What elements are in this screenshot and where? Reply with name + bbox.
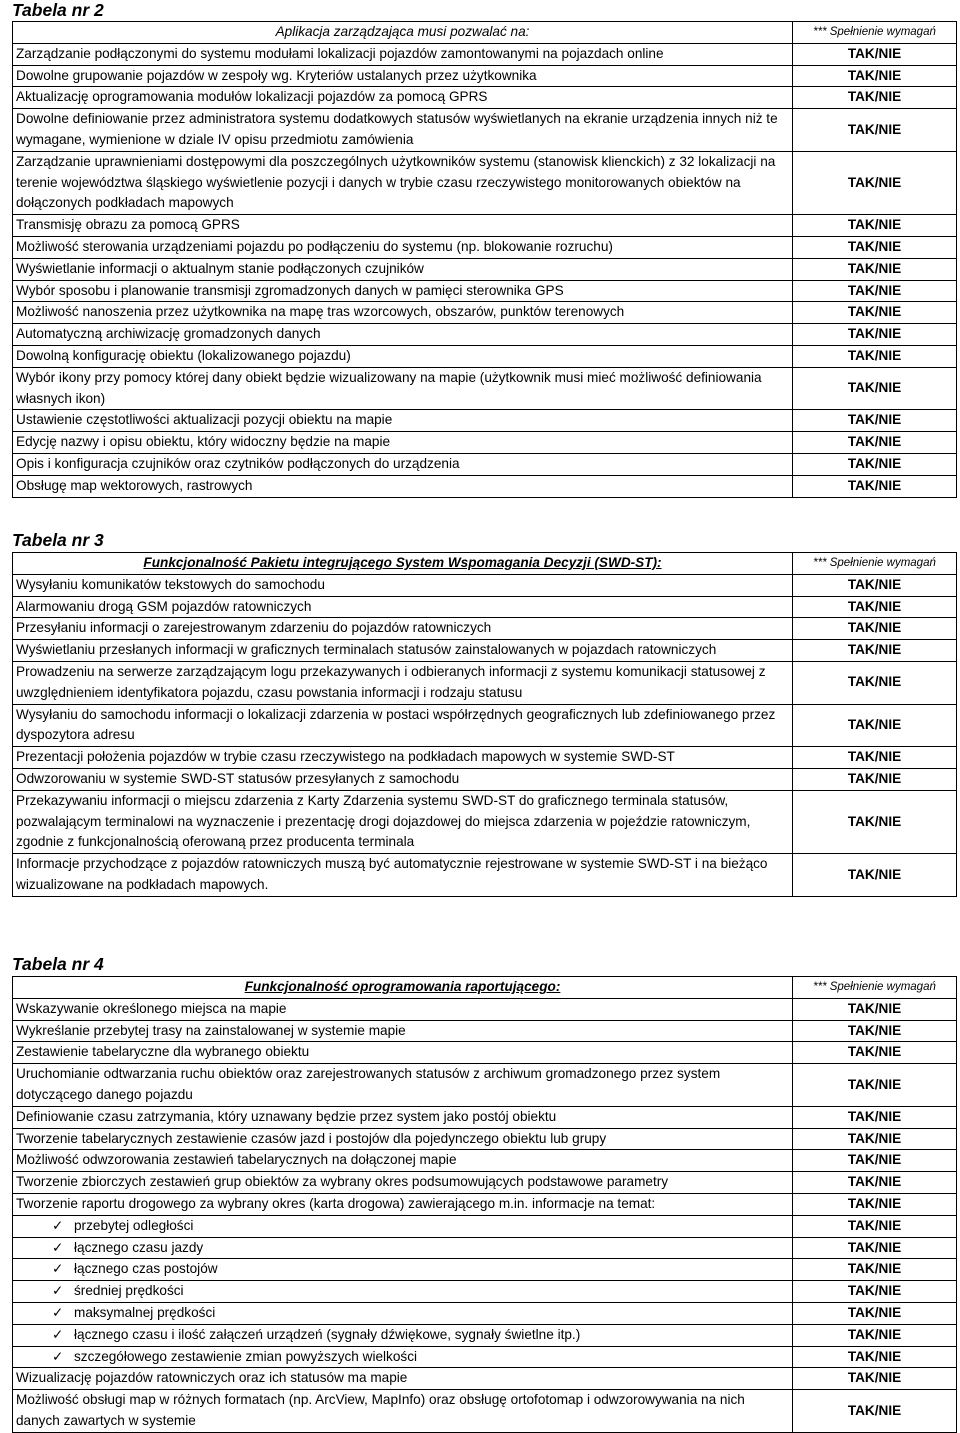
answer-field[interactable]: TAK/NIE: [793, 87, 957, 109]
requirement-text: Transmisję obrazu za pomocą GPRS: [13, 215, 793, 237]
answer-field[interactable]: TAK/NIE: [793, 43, 957, 65]
answer-field[interactable]: TAK/NIE: [793, 302, 957, 324]
requirement-text: Prowadzeniu na serwerze zarządzającym logu przekazywanych i odbieranych informacji z systemu komunikacji statusowej z uwzględnieniem identyfikatora pojazdu, czasu powstania informacji i rodzaju statusu: [13, 661, 793, 704]
answer-field[interactable]: TAK/NIE: [793, 747, 957, 769]
requirement-text: Dowolne grupowanie pojazdów w zespoły wg. Kryteriów ustalanych przez użytkownika: [13, 65, 793, 87]
table-row: [13, 1302, 957, 1324]
table-row: [13, 87, 957, 109]
table-header-row: [13, 553, 957, 575]
checkmark-icon: ✓: [52, 1348, 64, 1364]
answer-field[interactable]: TAK/NIE: [793, 410, 957, 432]
check-item-label: maksymalnej prędkości: [74, 1304, 216, 1320]
requirement-text: Możliwość nanoszenia przez użytkownika na mapę tras wzorcowych, obszarów, punktów terenowych: [13, 302, 793, 324]
requirement-text: Wykreślanie przebytej trasy na zainstalowanej w systemie mapie: [13, 1020, 793, 1042]
requirement-text: Zarządzanie podłączonymi do systemu modułami lokalizacji pojazdów zamontowanymi na pojazdach online: [13, 43, 793, 65]
table-row: [13, 302, 957, 324]
table-row: [13, 236, 957, 258]
checkmark-icon: ✓: [52, 1239, 64, 1255]
requirement-header: *** Spełnienie wymagań: [793, 553, 957, 575]
answer-field[interactable]: TAK/NIE: [793, 475, 957, 497]
answer-field[interactable]: TAK/NIE: [793, 1020, 957, 1042]
answer-field[interactable]: TAK/NIE: [793, 640, 957, 662]
answer-field[interactable]: TAK/NIE: [793, 1042, 957, 1064]
answer-field[interactable]: TAK/NIE: [793, 215, 957, 237]
check-item-label: przebytej odległości: [74, 1217, 194, 1233]
answer-field[interactable]: TAK/NIE: [793, 854, 957, 897]
answer-field[interactable]: TAK/NIE: [793, 65, 957, 87]
check-item-label: łącznego czasu i ilość załączeń urządzeń (sygnały dźwiękowe, sygnały świetlne itp.): [74, 1326, 581, 1342]
answer-field[interactable]: TAK/NIE: [793, 1390, 957, 1433]
requirement-text: Aktualizację oprogramowania modułów lokalizacji pojazdów za pomocą GPRS: [13, 87, 793, 109]
requirement-text: Wysyłaniu do samochodu informacji o lokalizacji zdarzenia w postaci współrzędnych geograficznych lub zdefiniowanego przez dyspozytora adresu: [13, 704, 793, 747]
check-item: [13, 1346, 793, 1368]
answer-field[interactable]: TAK/NIE: [793, 236, 957, 258]
answer-field[interactable]: TAK/NIE: [793, 1281, 957, 1303]
table-row: [13, 790, 957, 853]
table-2-header: Aplikacja zarządzająca musi pozwalać na:: [13, 22, 793, 44]
requirement-text: Edycję nazwy i opisu obiektu, który widoczny będzie na mapie: [13, 432, 793, 454]
table-3-title: Tabela nr 3: [12, 530, 104, 550]
answer-field[interactable]: TAK/NIE: [793, 661, 957, 704]
table-row: [13, 1193, 957, 1215]
table-row: [13, 1042, 957, 1064]
answer-field[interactable]: TAK/NIE: [793, 1106, 957, 1128]
table-4: [12, 976, 957, 1433]
answer-field[interactable]: TAK/NIE: [793, 596, 957, 618]
requirement-text: Uruchomianie odtwarzania ruchu obiektów oraz zarejestrowanych statusów z archiwum gromadzonego przez system dotyczącego danego pojazdu: [13, 1064, 793, 1107]
requirement-text: Przesyłaniu informacji o zarejestrowanym zdarzeniu do pojazdów ratowniczych: [13, 618, 793, 640]
table-row: [13, 258, 957, 280]
table-row: [13, 998, 957, 1020]
requirement-text: Odwzorowaniu w systemie SWD-ST statusów przesyłanych z samochodu: [13, 768, 793, 790]
table-row: [13, 768, 957, 790]
requirement-text: Dowolną konfigurację obiektu (lokalizowanego pojazdu): [13, 345, 793, 367]
answer-field[interactable]: TAK/NIE: [793, 998, 957, 1020]
requirement-header: *** Spełnienie wymagań: [793, 977, 957, 999]
table-row: [13, 43, 957, 65]
table-header-row: [13, 22, 957, 44]
requirement-text: Wysyłaniu komunikatów tekstowych do samochodu: [13, 574, 793, 596]
requirement-text: Tworzenie raportu drogowego za wybrany okres (karta drogowa) zawierającego m.in. informacje na temat:: [13, 1193, 793, 1215]
table-row: [13, 1215, 957, 1237]
answer-field[interactable]: TAK/NIE: [793, 345, 957, 367]
requirement-text: Tworzenie tabelarycznych zestawienie czasów jazd i postojów dla pojedynczego obiektu lub grupy: [13, 1128, 793, 1150]
answer-field[interactable]: TAK/NIE: [793, 1324, 957, 1346]
table-row: [13, 574, 957, 596]
checkmark-icon: ✓: [52, 1261, 64, 1277]
table-row: [13, 324, 957, 346]
answer-field[interactable]: TAK/NIE: [793, 453, 957, 475]
requirement-text: Ustawienie częstotliwości aktualizacji pozycji obiektu na mapie: [13, 410, 793, 432]
answer-field[interactable]: TAK/NIE: [793, 1302, 957, 1324]
checkmark-icon: ✓: [52, 1326, 64, 1342]
requirement-text: Opis i konfiguracja czujników oraz czytników podłączonych do urządzenia: [13, 453, 793, 475]
answer-field[interactable]: TAK/NIE: [793, 151, 957, 214]
table-row: [13, 596, 957, 618]
table-row: [13, 1281, 957, 1303]
requirement-text: Alarmowaniu drogą GSM pojazdów ratowniczych: [13, 596, 793, 618]
answer-field[interactable]: TAK/NIE: [793, 618, 957, 640]
requirement-text: Wizualizację pojazdów ratowniczych oraz ich statusów ma mapie: [13, 1368, 793, 1390]
check-item: [13, 1215, 793, 1237]
answer-field[interactable]: TAK/NIE: [793, 432, 957, 454]
checkmark-icon: ✓: [52, 1304, 64, 1320]
answer-field[interactable]: TAK/NIE: [793, 790, 957, 853]
answer-field[interactable]: TAK/NIE: [793, 1259, 957, 1281]
check-item: [13, 1259, 793, 1281]
table-row: [13, 151, 957, 214]
requirement-text: Tworzenie zbiorczych zestawień grup obiektów za wybrany okres podsumowujących podstawowe parametry: [13, 1172, 793, 1194]
requirement-text: Definiowanie czasu zatrzymania, który uznawany będzie przez system jako postój obiektu: [13, 1106, 793, 1128]
answer-field[interactable]: TAK/NIE: [793, 768, 957, 790]
table-row: [13, 65, 957, 87]
requirement-text: Możliwość obsługi map w różnych formatach (np. ArcView, MapInfo) oraz obsługę ortofotomap i odwzorowywania na nich danych zawartych w systemie: [13, 1390, 793, 1433]
requirement-text: Przekazywaniu informacji o miejscu zdarzenia z Karty Zdarzenia systemu SWD-ST do graficznego terminala statusów, pozwalającym terminalowi na wyznaczenie i prezentację drogi dojazdowej do miejsca zdarzenia w pojeździe ratowniczym, zgodnie z funkcjonalnością oferowaną przez producenta terminala: [13, 790, 793, 853]
answer-field[interactable]: TAK/NIE: [793, 1172, 957, 1194]
table-row: [13, 1150, 957, 1172]
table-row: [13, 854, 957, 897]
table-row: [13, 1172, 957, 1194]
table-2: [12, 21, 957, 498]
table-row: [13, 1020, 957, 1042]
table-3: [12, 552, 957, 897]
checkmark-icon: ✓: [52, 1283, 64, 1299]
answer-field[interactable]: TAK/NIE: [793, 258, 957, 280]
requirement-text: Zarządzanie uprawnieniami dostępowymi dla poszczególnych użytkowników systemu (stanowisk klienckich) z 32 lokalizacji na terenie województwa śląskiego wyświetlenie pozycji i danych w trybie czasu rzeczywistego monitorowanych obiektów na dołączonych podkładach mapowych: [13, 151, 793, 214]
table-4-title: Tabela nr 4: [12, 954, 104, 974]
requirement-text: Wybór ikony przy pomocy której dany obiekt będzie wizualizowany na mapie (użytkownik musi mieć możliwość definiowania własnych ikon): [13, 367, 793, 410]
answer-field[interactable]: TAK/NIE: [793, 367, 957, 410]
table-row: [13, 345, 957, 367]
requirement-text: Dowolne definiowanie przez administratora systemu dodatkowych statusów wyświetlanych na ekranie urządzenia innych niż te wymagane, wymienione w dziale IV opisu przedmiotu zamówienia: [13, 109, 793, 152]
table-row: [13, 640, 957, 662]
table-row: [13, 704, 957, 747]
answer-field[interactable]: TAK/NIE: [793, 1193, 957, 1215]
table-row: [13, 432, 957, 454]
table-row: [13, 618, 957, 640]
check-item-label: łącznego czasu jazdy: [74, 1239, 204, 1255]
check-item-label: średniej prędkości: [74, 1283, 184, 1299]
requirement-text: Informacje przychodzące z pojazdów ratowniczych muszą być automatycznie rejestrowane w systemie SWD-ST i na bieżąco wizualizowane na podkładach mapowych.: [13, 854, 793, 897]
requirement-text: Wyświetlaniu przesłanych informacji w graficznych terminalach statusów zainstalowanych w pojazdach ratowniczych: [13, 640, 793, 662]
table-row: [13, 661, 957, 704]
answer-field[interactable]: TAK/NIE: [793, 1237, 957, 1259]
table-4-header: Funkcjonalność oprogramowania raportującego:: [13, 977, 793, 999]
table-row: [13, 1064, 957, 1107]
table-row: [13, 410, 957, 432]
requirement-text: Możliwość odwzorowania zestawień tabelarycznych na dołączonej mapie: [13, 1150, 793, 1172]
checkmark-icon: ✓: [52, 1217, 64, 1233]
table-row: [13, 475, 957, 497]
answer-field[interactable]: TAK/NIE: [793, 574, 957, 596]
requirement-text: Zestawienie tabelaryczne dla wybranego obiektu: [13, 1042, 793, 1064]
table-row: [13, 1324, 957, 1346]
table-row: [13, 215, 957, 237]
table-3-header: Funkcjonalność Pakietu integrującego System Wspomagania Decyzji (SWD-ST):: [13, 553, 793, 575]
table-row: [13, 109, 957, 152]
requirement-text: Wybór sposobu i planowanie transmisji zgromadzonych danych w pamięci sterownika GPS: [13, 280, 793, 302]
table-row: [13, 1106, 957, 1128]
table-row: [13, 1259, 957, 1281]
answer-field[interactable]: TAK/NIE: [793, 280, 957, 302]
requirement-header: *** Spełnienie wymagań: [793, 22, 957, 44]
check-item-label: szczegółowego zestawienie zmian powyższych wielkości: [74, 1348, 418, 1364]
table-row: [13, 367, 957, 410]
table-row: [13, 1368, 957, 1390]
table-row: [13, 1346, 957, 1368]
answer-field[interactable]: TAK/NIE: [793, 1368, 957, 1390]
requirement-text: Automatyczną archiwizację gromadzonych danych: [13, 324, 793, 346]
check-item-label: łącznego czas postojów: [74, 1261, 218, 1277]
table-row: [13, 1128, 957, 1150]
check-item: [13, 1281, 793, 1303]
check-item: [13, 1237, 793, 1259]
answer-field[interactable]: TAK/NIE: [793, 1215, 957, 1237]
requirement-text: Wskazywanie określonego miejsca na mapie: [13, 998, 793, 1020]
table-header-row: [13, 977, 957, 999]
answer-field[interactable]: TAK/NIE: [793, 704, 957, 747]
requirement-text: Prezentacji położenia pojazdów w trybie czasu rzeczywistego na podkładach mapowych w systemie SWD-ST: [13, 747, 793, 769]
table-row: [13, 453, 957, 475]
answer-field[interactable]: TAK/NIE: [793, 324, 957, 346]
answer-field[interactable]: TAK/NIE: [793, 1064, 957, 1107]
check-item: [13, 1324, 793, 1346]
requirement-text: Wyświetlanie informacji o aktualnym stanie podłączonych czujników: [13, 258, 793, 280]
table-2-title: Tabela nr 2: [12, 0, 104, 20]
answer-field[interactable]: TAK/NIE: [793, 109, 957, 152]
answer-field[interactable]: TAK/NIE: [793, 1346, 957, 1368]
table-row: [13, 747, 957, 769]
table-row: [13, 280, 957, 302]
check-item: [13, 1302, 793, 1324]
table-row: [13, 1237, 957, 1259]
answer-field[interactable]: TAK/NIE: [793, 1128, 957, 1150]
table-row: [13, 1390, 957, 1433]
answer-field[interactable]: TAK/NIE: [793, 1150, 957, 1172]
requirement-text: Możliwość sterowania urządzeniami pojazdu po podłączeniu do systemu (np. blokowanie rozruchu): [13, 236, 793, 258]
requirement-text: Obsługę map wektorowych, rastrowych: [13, 475, 793, 497]
